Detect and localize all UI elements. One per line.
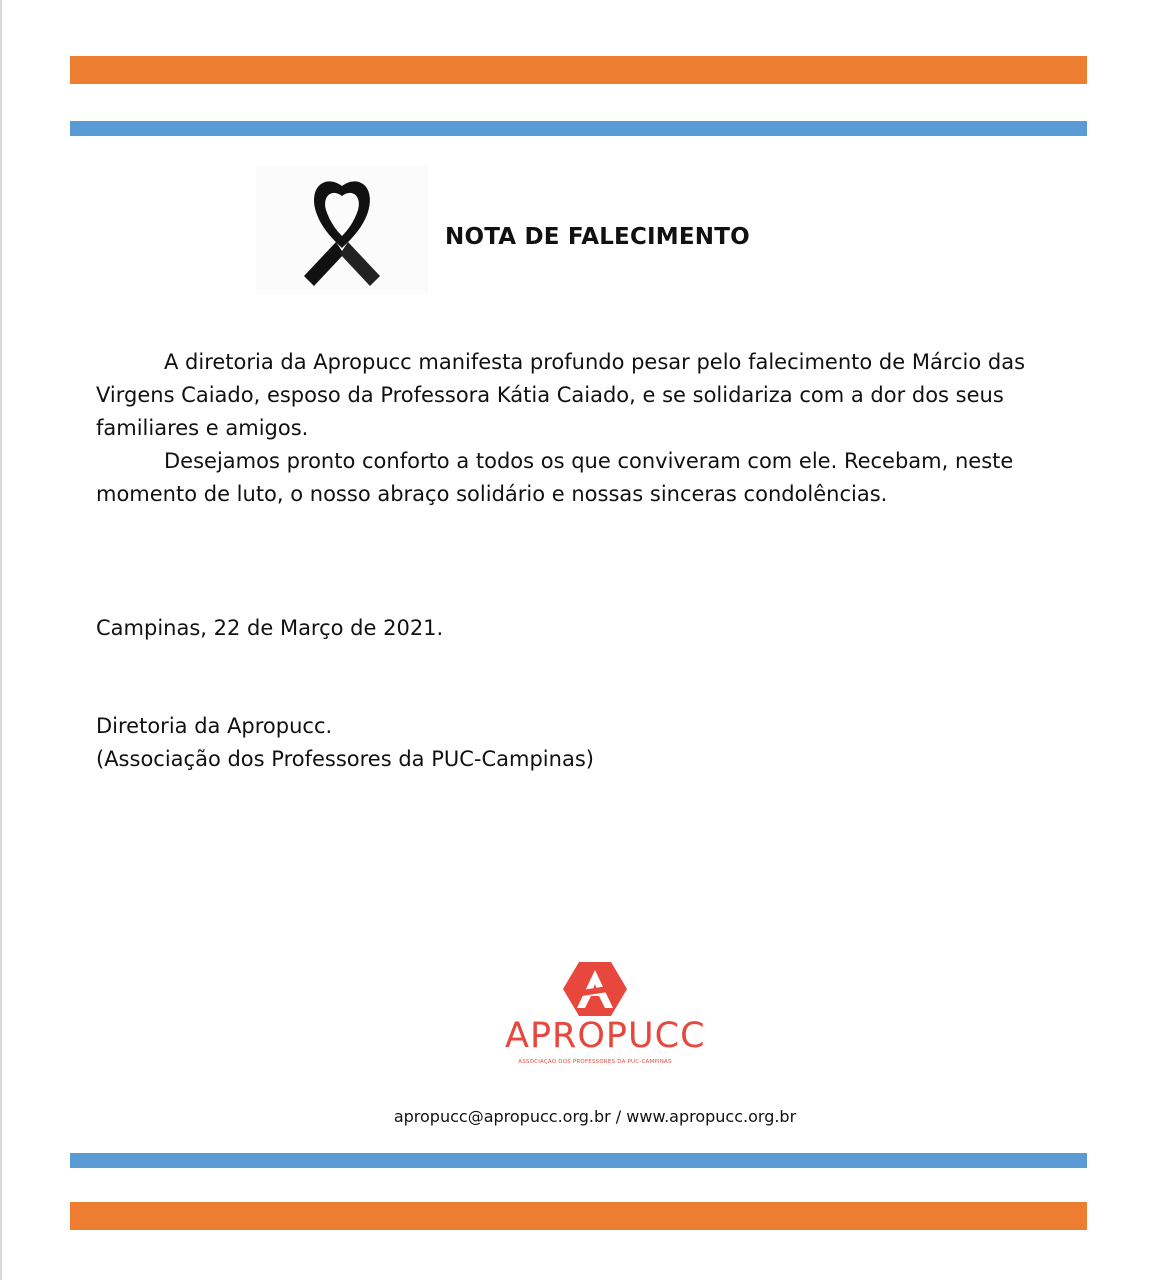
apropucc-logo: [505, 962, 706, 1072]
top-orange-bar: [70, 56, 1087, 84]
notice-paragraph: A diretoria da Apropucc manifesta profundo pesar pelo falecimento de Márcio das Virgens Caiado, esposo da Professora Kátia Caiado, e se solidariza com a dor dos seus familiares e amigos.: [96, 350, 1026, 440]
notice-paragraph: Desejamos pronto conforto a todos os que conviveram com ele. Recebam, neste momento de luto, o nosso abraço solidário e nossas sinceras condolências.: [96, 449, 1014, 506]
apropucc-logo-mark-icon: [563, 962, 627, 1016]
page-title: NOTA DE FALECIMENTO: [445, 224, 750, 250]
bottom-blue-bar: [70, 1153, 1087, 1168]
bottom-orange-bar: [70, 1202, 1087, 1230]
logo-name: APROPUCC: [505, 1016, 706, 1056]
place-date: Campinas, 22 de Março de 2021.: [96, 616, 444, 640]
signature-line: Diretoria da Apropucc.: [96, 714, 333, 738]
logo-subtitle: ASSOCIAÇÃO DOS PROFESSORES DA PUC-CAMPINAS: [518, 1059, 672, 1065]
notice-body: [96, 346, 1076, 511]
mourning-ribbon: [256, 166, 428, 294]
mourning-ribbon-icon: [296, 172, 388, 290]
page-edge-line: [0, 0, 2, 1280]
signature: [96, 710, 594, 776]
contact-info: apropucc@apropucc.org.br / www.apropucc.org.br: [393, 1107, 797, 1126]
signature-line: (Associação dos Professores da PUC-Campinas): [96, 747, 594, 771]
top-blue-bar: [70, 121, 1087, 136]
